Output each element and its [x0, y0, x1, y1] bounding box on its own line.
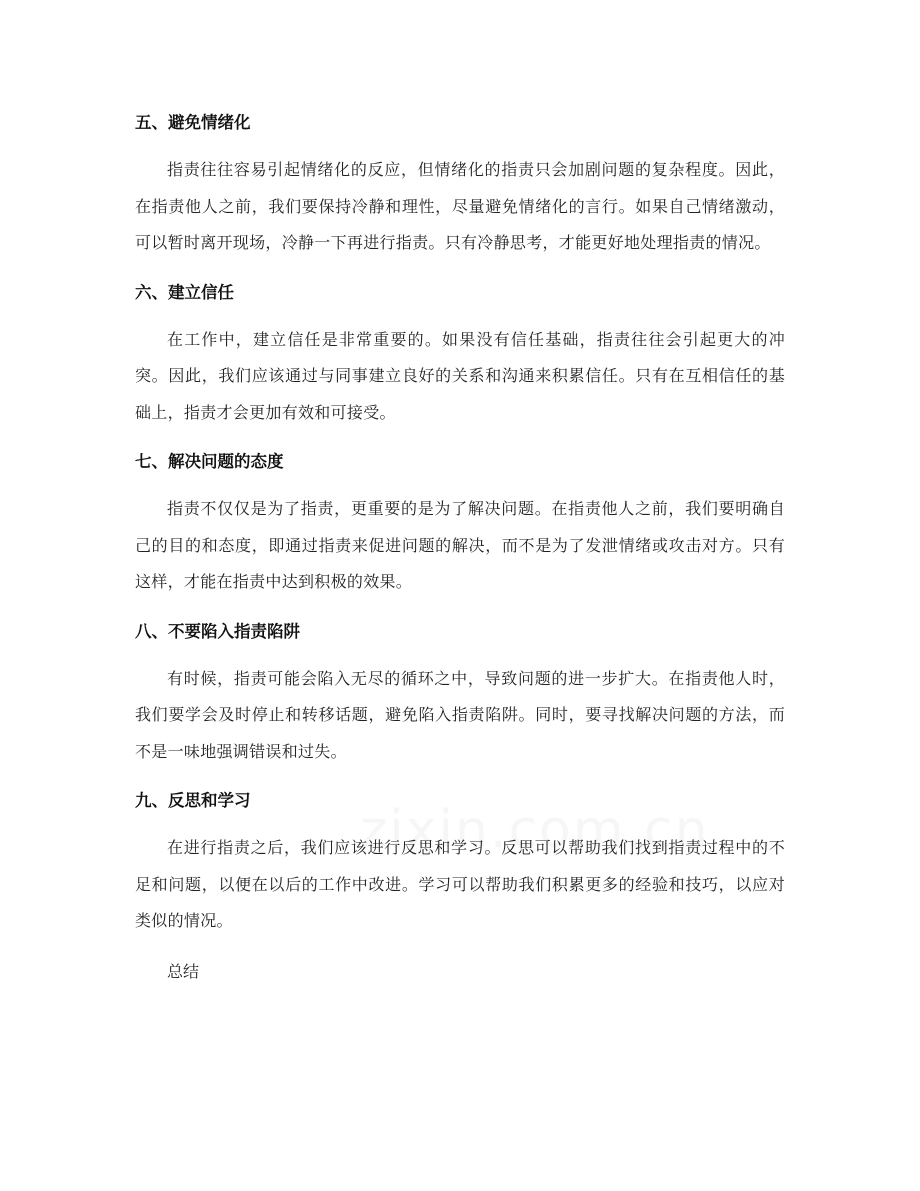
section-heading: 九、反思和学习	[135, 791, 251, 810]
section-avoid-emotion	[135, 106, 785, 262]
section-reflect-learn	[135, 784, 785, 940]
summary-label: 总结	[167, 961, 200, 981]
document-content	[135, 106, 785, 990]
section-blame-trap	[135, 615, 785, 771]
section-heading: 六、建立信任	[135, 282, 234, 302]
section-paragraph: 有时候，指责可能会陷入无尽的循环之中，导致问题的进一步扩大。在指责他人时，我们要学会及时停止和转移话题，避免陷入指责陷阱。同时，要寻找解决问题的方法，而不是一味地强调错误和过失。	[135, 668, 785, 761]
section-heading: 八、不要陷入指责陷阱	[135, 621, 300, 641]
section-paragraph: 在进行指责之后，我们应该进行反思和学习。反思可以帮助我们找到指责过程中的不足和问题，以便在以后的工作中改进。学习可以帮助我们积累更多的经验和技巧，以应对类似的情况。	[135, 838, 785, 930]
section-build-trust	[135, 276, 785, 432]
section-problem-solving-attitude	[135, 445, 785, 601]
section-heading: 七、解决问题的态度	[135, 452, 284, 471]
section-paragraph: 指责不仅仅是为了指责，更重要的是为了解决问题。在指责他人之前，我们要明确自己的目的和态度，即通过指责来促进问题的解决，而不是为了发泄情绪或攻击对方。只有这样，才能在指责中达到积极的效果。	[135, 499, 785, 591]
section-heading: 五、避免情绪化	[135, 113, 251, 132]
section-paragraph: 在工作中，建立信任是非常重要的。如果没有信任基础，指责往往会引起更大的冲突。因此，我们应该通过与同事建立良好的关系和沟通来积累信任。只有在互相信任的基础上，指责才会更加有效和可接受。	[135, 329, 785, 422]
section-paragraph: 指责往往容易引起情绪化的反应，但情绪化的指责只会加剧问题的复杂程度。因此，在指责他人之前，我们要保持冷静和理性，尽量避免情绪化的言行。如果自己情绪激动，可以暂时离开现场，冷静一下再进行指责。只有冷静思考，才能更好地处理指责的情况。	[135, 160, 785, 252]
